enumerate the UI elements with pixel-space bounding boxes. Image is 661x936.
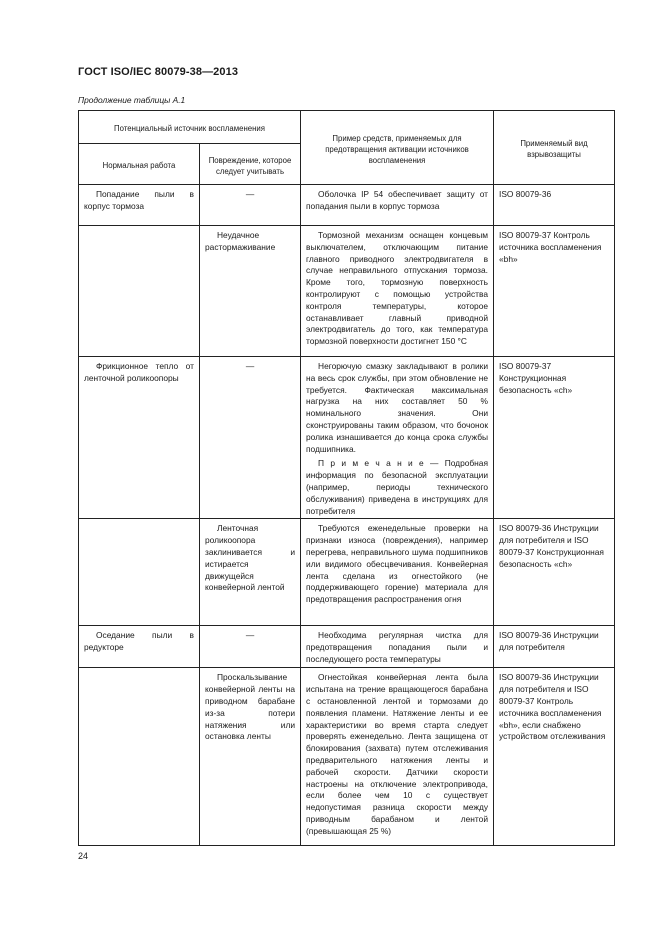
cell-means: Необходима регулярная чистка для предотвращения попадания пыли и последующего роста температуры bbox=[301, 626, 494, 668]
header-row-1 bbox=[79, 111, 615, 144]
cell-damage: Неудачное растормаживание bbox=[200, 226, 301, 357]
cell-damage: — bbox=[200, 626, 301, 668]
cell-damage: Ленточная роликоопора заклинивается и истирается движущейся конвейерной лентой bbox=[200, 519, 301, 626]
document-header: ГОСТ ISO/IEC 80079-38—2013 bbox=[78, 66, 239, 78]
cell-normal bbox=[79, 226, 200, 357]
note-text: П р и м е ч а н и е — Подробная информация по безопасной эксплуатации (например, периоды технического обслуживания) приведена в инструкциях для потребителя bbox=[306, 458, 489, 516]
cell-protection: ISO 80079-37 Контроль источника воспламенения «bh» bbox=[494, 226, 615, 357]
cell-normal bbox=[79, 668, 200, 846]
cell-normal: Оседание пыли в редукторе bbox=[79, 626, 200, 668]
header-prevention-means: Пример средств, применяемых для предотвращения активации источников воспламенения bbox=[301, 111, 494, 185]
header-protection-type: Применяемый вид взрывозащиты bbox=[494, 111, 615, 185]
table-row bbox=[79, 226, 615, 357]
cell-protection: ISO 80079-36 Инструкции для потребителя bbox=[494, 626, 615, 668]
cell-protection: ISO 80079-36 Инструкции для потребителя и ISO 80079-37 Контроль источника воспламенения «bh», если снабжено устройством отслеживания bbox=[494, 668, 615, 846]
cell-means: Огнестойкая конвейерная лента была испытана на трение вращающегося барабана с остановленной лентой и тормозами до появления пламени. Натяжение ленты и ее характеристики во время старта следует проверять еженедельно. Лента защищена от блокирования (захвата) путем отслеживания предварительного натяжения ленты и рабочей скорости. Датчики скорости настроены на отключение электропривода, если более чем 10 с существует недопустимая разница скорости между приводным барабаном и лентой (превышающая 25 %) bbox=[301, 668, 494, 846]
cell-means: Тормозной механизм оснащен концевым выключателем, отключающим питание главного приводного электродвигателя в случае неправильного отпускания тормоза. Кроме того, тормозную поверхность контролируют с помощью устройства контроля температуры, которое останавливает главный приводной электродвигатель до того, как температура тормозной поверхности достигнет 150 °С bbox=[301, 226, 494, 357]
table-row bbox=[79, 668, 615, 846]
cell-means: Оболочка IP 54 обеспечивает защиту от попадания пыли в корпус тормоза bbox=[301, 185, 494, 226]
table-row bbox=[79, 519, 615, 626]
page-number: 24 bbox=[78, 851, 89, 861]
table-row bbox=[79, 626, 615, 668]
cell-normal bbox=[79, 519, 200, 626]
header-ignition-source: Потенциальный источник воспламенения bbox=[79, 111, 301, 144]
means-text: Негорючую смазку закладывают в ролики на весь срок службы, при этом обновление не требуется. Фактическая максимальная нагрузка на них составляет 50 % номинального значения. Они сконструированы таким образом, что бочонок ролика изнашивается до конца срока службы подшипника. bbox=[306, 361, 489, 454]
header-normal-operation: Нормальная работа bbox=[79, 144, 200, 185]
cell-protection: ISO 80079-36 bbox=[494, 185, 615, 226]
header-damage: Повреждение, которое следует учитывать bbox=[200, 144, 301, 185]
table-caption: Продолжение таблицы А.1 bbox=[78, 95, 186, 105]
cell-protection: ISO 80079-37 Конструкционная безопасность «ch» bbox=[494, 357, 615, 519]
cell-damage: — bbox=[200, 185, 301, 226]
cell-means: Требуются еженедельные проверки на признаки износа (повреждения), например перегрева, неправильного шума подшипников или видимого обесцвечивания. Конвейерная лента сделана из огнестойкого (не поддерживающего горение) материала для предотвращения распространения огня bbox=[301, 519, 494, 626]
cell-damage: — bbox=[200, 357, 301, 519]
cell-means bbox=[301, 357, 494, 519]
cell-normal: Фрикционное тепло от ленточной роликоопоры bbox=[79, 357, 200, 519]
cell-protection: ISO 80079-36 Инструкции для потребителя и ISO 80079-37 Конструкционная безопасность «ch» bbox=[494, 519, 615, 626]
cell-damage: Проскальзывание конвейерной ленты на приводном барабане из-за потери натяжения или остановка ленты bbox=[200, 668, 301, 846]
table-row bbox=[79, 185, 615, 226]
ignition-sources-table bbox=[78, 110, 615, 846]
table-row bbox=[79, 357, 615, 519]
cell-normal: Попадание пыли в корпус тормоза bbox=[79, 185, 200, 226]
